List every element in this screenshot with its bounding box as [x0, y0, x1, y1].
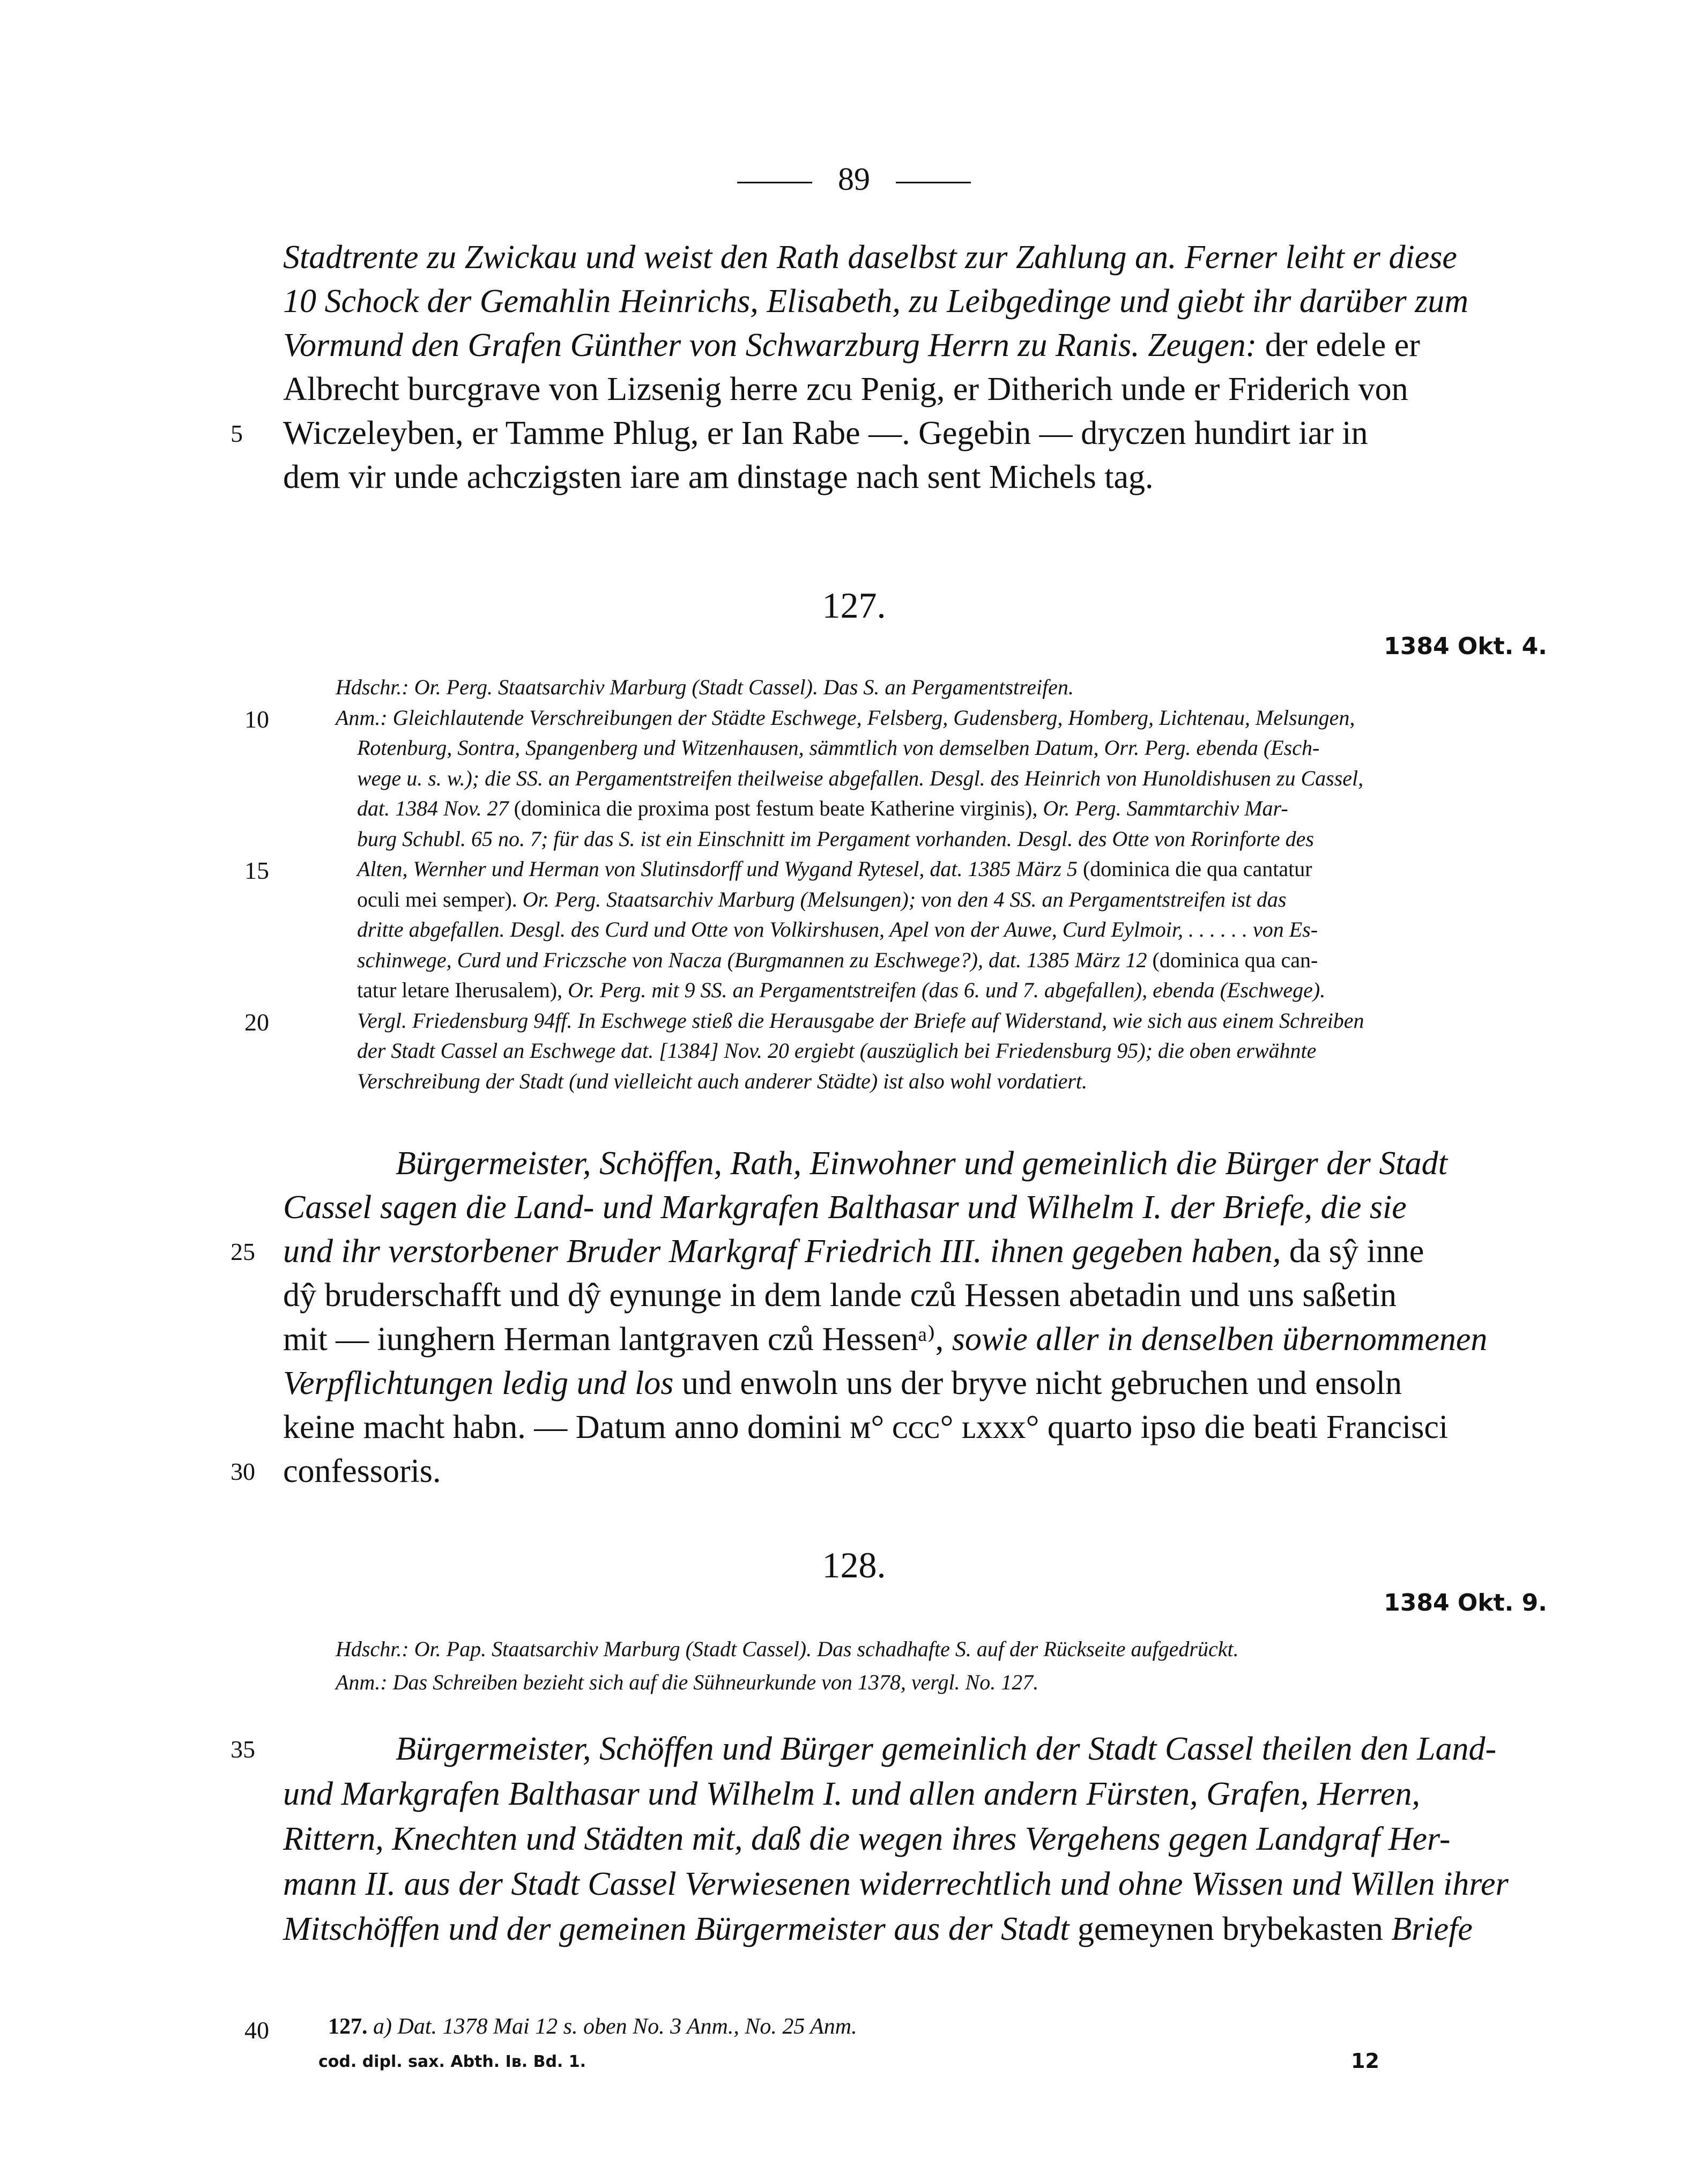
text-segment: mit — iunghern Herman lantgraven czů Hessenᵃ⁾,: [283, 1321, 952, 1358]
text-segment: dritte abgefallen. Desgl. des Curd und Otte von Volkirshusen, Apel von der Auwe, Curd Eylmoir, . . . . . . von Es-: [357, 917, 1318, 941]
text-segment: Anm.: Gleichlautende Verschreibungen der Städte Eschwege, Felsberg, Gudensberg, Homberg, Lichtenau, Melsungen,: [336, 705, 1355, 730]
text-line: [283, 1773, 1420, 1815]
apparatus-line: [336, 1634, 1239, 1664]
line-number-40: 40: [244, 2016, 269, 2044]
text-segment: Vormund den Grafen Günther von Schwarzburg Herrn zu Ranis. Zeugen:: [283, 327, 1257, 364]
text-segment: dŷ bruderschafft und dŷ eynunge in dem lande czů Hessen abetadin und uns saßetin: [283, 1277, 1397, 1314]
page-header: [0, 161, 1708, 198]
text-segment: der edele er: [1257, 327, 1420, 364]
text-segment: Vergl. Friedensburg 94ff. In Eschwege stieß die Herausgabe der Briefe auf Widerstand, wie sich aus einem Schreiben: [357, 1008, 1364, 1033]
apparatus-line: [357, 915, 1318, 945]
text-segment: Albrecht burcgrave von Lizsenig herre zcu Penig, er Ditherich unde er Friderich von: [283, 371, 1408, 407]
text-line: [283, 456, 1153, 499]
apparatus-line: [357, 824, 1314, 854]
text-segment: (dominica qua can-: [1147, 947, 1318, 972]
text-segment: oculi mei semper).: [357, 887, 523, 911]
text-segment: dat. 1384 Nov. 27: [357, 796, 509, 820]
text-segment: Cassel sagen die Land- und Markgrafen Balthasar und Wilhelm I. der Briefe, die sie: [283, 1189, 1407, 1226]
signature-mark: cod. dipl. sax. Abth. Iʙ. Bd. 1.: [318, 2052, 586, 2071]
apparatus-line: [336, 672, 1074, 702]
footnote-ref: 127.: [328, 2014, 368, 2039]
text-segment: dem vir unde achczigsten iare am dinstage nach sent Michels tag.: [283, 459, 1154, 495]
line-number: 5: [231, 420, 243, 447]
apparatus-line: [357, 1066, 1087, 1096]
text-segment: Stadtrente zu Zwickau und weist den Rath daselbst zur Zahlung an. Ferner leiht er diese: [283, 239, 1457, 276]
text-line: [283, 1406, 1448, 1449]
text-line: [283, 412, 1368, 455]
line-number: 15: [244, 857, 269, 884]
footnote-text: a) Dat. 1378 Mai 12 s. oben No. 3 Anm., No. 25 Anm.: [367, 2014, 857, 2039]
text-segment: Verschreibung der Stadt (und vielleicht auch anderer Städte) ist also wohl vordatiert.: [357, 1069, 1088, 1093]
text-segment: keine macht habn. — Datum anno domini ᴍ° ᴄᴄᴄ° ʟxxx° quarto ipso die beati Francisci: [283, 1409, 1449, 1445]
text-segment: Bürgermeister, Schöffen und Bürger gemeinlich der Stadt Cassel theilen den Land-: [396, 1731, 1497, 1767]
text-segment: Or. Perg. mit 9 SS. an Pergamentstreifen (das 6. und 7. abgefallen), ebenda (Eschwege).: [568, 978, 1326, 1002]
text-segment: Or. Perg. Sammtarchiv Mar-: [1043, 796, 1288, 820]
text-segment: da sŷ inne: [1281, 1233, 1424, 1270]
text-segment: Rotenburg, Sontra, Spangenberg und Witzenhausen, sämmtlich von demselben Datum, Orr. Perg. ebenda (Esch-: [357, 736, 1320, 760]
header-rule-right: [896, 182, 971, 183]
document-date-127: 1384 Okt. 4.: [1384, 633, 1547, 660]
apparatus-line: [336, 703, 1355, 733]
apparatus-line: [357, 945, 1318, 975]
text-segment: Alten, Wernher und Herman von Slutinsdorff und Wygand Rytesel, dat. 1385 März 5: [357, 857, 1078, 881]
apparatus-line: [357, 794, 1288, 824]
text-line: [283, 1362, 1402, 1405]
text-segment: schinwege, Curd und Friczsche von Nacza (Burgmannen zu Eschwege?), dat. 1385 März 12: [357, 947, 1147, 972]
text-segment: Anm.: Das Schreiben bezieht sich auf die Sühneurkunde von 1378, vergl. No. 127.: [336, 1670, 1039, 1694]
text-line: [283, 1863, 1509, 1905]
text-segment: und enwoln uns der bryve nicht gebruchen und ensoln: [673, 1365, 1402, 1402]
text-line: [283, 1186, 1407, 1229]
text-line: [396, 1727, 1496, 1770]
text-line: [283, 1908, 1473, 1951]
text-segment: Mitschöffen und der gemeinen Bürgermeister aus der Stadt: [283, 1911, 1070, 1947]
document-number-128: 128.: [822, 1545, 886, 1585]
text-segment: Bürgermeister, Schöffen, Rath, Einwohner und gemeinlich die Bürger der Stadt: [396, 1145, 1447, 1182]
text-segment: Hdschr.: Or. Pap. Staatsarchiv Marburg (Stadt Cassel). Das schadhafte S. auf der Rückseite aufgedrückt.: [336, 1637, 1239, 1661]
text-line: [283, 1230, 1424, 1273]
text-segment: confessoris.: [283, 1453, 441, 1489]
text-line: [283, 236, 1457, 279]
page-number: 89: [838, 161, 870, 197]
line-number: 35: [231, 1736, 255, 1763]
apparatus-line: [357, 975, 1325, 1005]
apparatus-line: [357, 885, 1286, 915]
text-segment: mann II. aus der Stadt Cassel Verwiesenen widerrechtlich und ohne Wissen und Willen ihrer: [283, 1866, 1509, 1902]
apparatus-line: [357, 763, 1363, 794]
text-segment: Wiczeleyben, er Tamme Phlug, er Ian Rabe —. Gegebin — dryczen hundirt iar in: [283, 415, 1368, 451]
apparatus-line: [357, 1036, 1316, 1066]
apparatus-line: [336, 1667, 1038, 1697]
text-segment: Hdschr.: Or. Perg. Staatsarchiv Marburg (Stadt Cassel). Das S. an Pergamentstreifen.: [336, 675, 1074, 699]
apparatus-line: [357, 1006, 1364, 1036]
header-rule-left: [737, 182, 812, 183]
text-segment: tatur letare Iherusalem),: [357, 978, 568, 1002]
line-number: 30: [231, 1458, 255, 1485]
text-segment: Rittern, Knechten und Städten mit, daß die wegen ihres Vergehens gegen Landgraf Her-: [283, 1821, 1451, 1857]
text-line: [283, 1274, 1397, 1317]
text-line: [396, 1142, 1447, 1185]
sheet-number: 12: [1351, 2049, 1379, 2073]
text-segment: 10 Schock der Gemahlin Heinrichs, Elisabeth, zu Leibgedinge und giebt ihr darüber zum: [283, 283, 1469, 320]
text-segment: gemeynen brybekasten: [1069, 1911, 1392, 1947]
text-segment: burg Schubl. 65 no. 7; für das S. ist ein Einschnitt im Pergament vorhanden. Desgl. des Otte von Rorinforte des: [357, 826, 1314, 851]
text-line: [283, 1818, 1451, 1860]
document-number-127: 127.: [822, 585, 886, 626]
line-number: 25: [231, 1238, 255, 1265]
apparatus-line: [357, 733, 1319, 763]
apparatus-line: [357, 854, 1312, 884]
text-segment: Briefe: [1391, 1911, 1473, 1947]
text-segment: Verpflichtungen ledig und los: [283, 1365, 674, 1402]
text-line: [283, 1318, 1487, 1361]
line-number: 20: [244, 1008, 269, 1036]
text-segment: sowie aller in denselben übernommenen: [952, 1321, 1488, 1358]
text-segment: wege u. s. w.); die SS. an Pergamentstreifen theilweise abgefallen. Desgl. des Heinrich von Hunoldishusen zu Cassel,: [357, 766, 1364, 790]
document-date-128: 1384 Okt. 9.: [1384, 1589, 1547, 1617]
text-line: [283, 324, 1420, 367]
text-segment: und Markgrafen Balthasar und Wilhelm I. und allen andern Fürsten, Grafen, Herren,: [283, 1776, 1420, 1812]
text-line: [283, 1450, 441, 1493]
text-segment: (dominica die proxima post festum beate Katherine virginis),: [508, 796, 1043, 820]
text-segment: Or. Perg. Staatsarchiv Marburg (Melsungen); von den 4 SS. an Pergamentstreifen ist das: [522, 887, 1287, 911]
footnote: [328, 2014, 857, 2040]
text-segment: (dominica die qua cantatur: [1077, 857, 1312, 881]
text-line: [283, 280, 1468, 323]
text-segment: und ihr verstorbener Bruder Markgraf Friedrich III. ihnen gegeben haben,: [283, 1233, 1281, 1270]
text-segment: der Stadt Cassel an Eschwege dat. [1384] Nov. 20 ergiebt (auszüglich bei Friedensburg 95); die oben erwähnte: [357, 1039, 1317, 1063]
text-line: [283, 368, 1408, 411]
line-number: 10: [244, 705, 269, 733]
